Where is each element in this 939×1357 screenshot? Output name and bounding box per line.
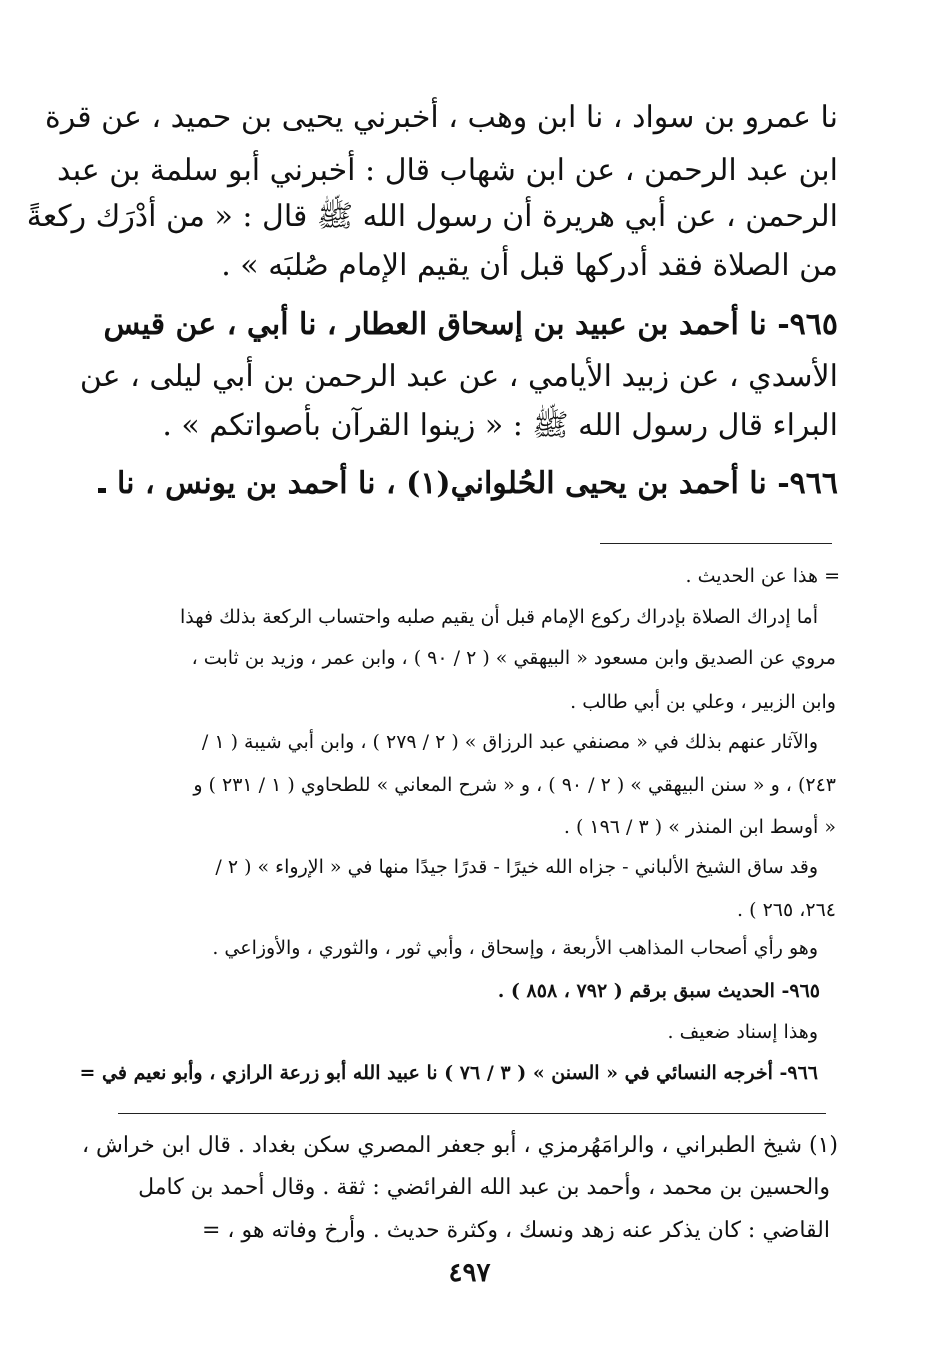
main-line-4: من الصلاة فقد أدركها قبل أن يقيم الإمام صُلبَه » . [221,248,838,283]
hadith-966-line-1: ٩٦٦- نا أحمد بن يحيى الحُلواني(١) ، نا أحمد بن يونس ، نا [117,466,838,501]
note-line-5: والآثار عنهم بذلك في « مصنفي عبد الرزاق » ( ٢ / ٢٧٩ ) ، وابن أبي شيبة ( ١ / [201,731,818,753]
note-line-12: وهذا إسناد ضعيف . [667,1021,818,1043]
stray-mark [98,488,106,493]
main-line-2: ابن عبد الرحمن ، عن ابن شهاب قال : أخبرني أبو سلمة بن عبد [56,153,838,188]
note-965: ٩٦٥- الحديث سبق برقم ( ٧٩٢ ، ٨٥٨ ) . [497,980,820,1002]
main-line-7: البراء قال رسول الله ﷺ : « زينوا القرآن بأصواتكم » . [162,408,838,443]
main-line-1: نا عمرو بن سواد ، نا ابن وهب ، أخبرني يحيى بن حميد ، عن قرة [45,100,838,135]
main-line-6: الأسدي ، عن زبيد الأيامي ، عن عبد الرحمن بن أبي ليلى ، عن [79,359,838,394]
note-line-7: « أوسط ابن المنذر » ( ٣ / ١٩٦ ) . [563,816,836,838]
note-966: ٩٦٦- أخرجه النسائي في « السنن » ( ٣ / ٧٦ ) نا عبيد الله أبو زرعة الرازي ، وأبو نعيم في = [79,1062,818,1084]
footnote-line-2: والحسين بن محمد ، وأحمد بن عبد الله الفرائضي : ثقة . وقال أحمد بن كامل [138,1175,830,1200]
main-line-3: الرحمن ، عن أبي هريرة أن رسول الله ﷺ قال : « من أدْرَك ركعةً [26,199,838,234]
footnote-separator [118,1113,826,1114]
note-line-2: أما إدراك الصلاة بإدراك ركوع الإمام قبل أن يقيم صلبه واحتساب الركعة بذلك فهذا [179,606,818,628]
note-line-8: وقد ساق الشيخ الألباني - جزاه الله خيرًا - قدرًا جيدًا منها في « الإرواء » ( ٢ / [215,856,818,878]
note-line-6: ٢٤٣) ، و « سنن البيهقي » ( ٢ / ٩٠ ) ، و « شرح المعاني » للطحاوي ( ١ / ٢٣١ ) و [193,774,836,796]
note-line-3: مروي عن الصديق وابن مسعود « البيهقي » ( ٢ / ٩٠ ) ، وابن عمر ، وزيد بن ثابت ، [191,647,836,669]
note-line-9: ٢٦٤، ٢٦٥ ) . [737,899,836,921]
footnote-line-3: القاضي : كان يذكر عنه زهد ونسك ، وكثرة حديث . وأرخ وفاته هو ، = [201,1218,830,1243]
notes-separator [600,543,832,544]
note-line-4: وابن الزبير ، وعلي بن أبي طالب . [570,691,836,713]
footnote-line-1: (١) شيخ الطبراني ، والرامَهُرمزي ، أبو جعفر المصري سكن بغداد . قال ابن خراش ، [81,1133,838,1158]
hadith-965-line-1: ٩٦٥- نا أحمد بن عبيد بن إسحاق العطار ، نا أبي ، عن قيس [103,307,838,342]
note-line-1: = هذا عن الحديث . [685,565,840,587]
note-line-10: وهو رأي أصحاب المذاهب الأربعة ، وإسحاق ، وأبي ثور ، والثوري ، والأوزاعي . [212,937,818,959]
page-number: ٤٩٧ [448,1258,491,1288]
